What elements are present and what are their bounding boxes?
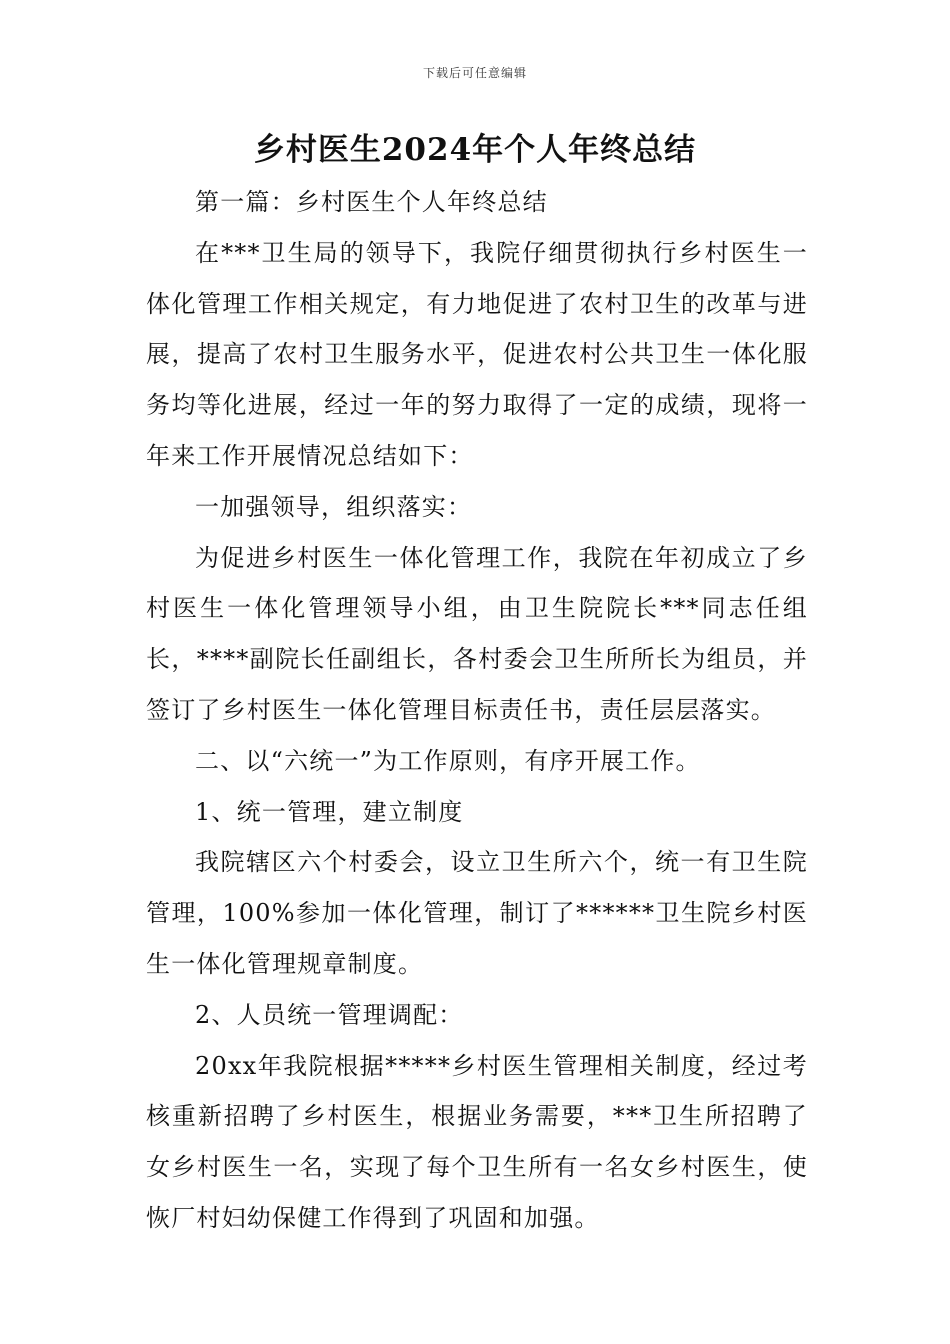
section-heading-leadership: 一加强领导，组织落实： (195, 492, 473, 521)
paragraph-intro: 在***卫生局的领导下，我院仔细贯彻执行乡村医生一体化管理工作相关规定，有力地促进了农村卫生的改革与进展，提高了农村卫生服务水平，促进农村公共卫生一体化服务均等化进展，经过一年的努力取得了一定的成绩，现将一年来工作开展情况总结如下： (146, 238, 808, 470)
subheading-staff-allocation: 2、人员统一管理调配： (195, 1000, 464, 1029)
header-note: 下载后可任意编辑 (422, 66, 527, 80)
subheading-unified-management: 1、统一管理，建立制度 (195, 797, 464, 826)
section-heading-first-article: 第一篇：乡村医生个人年终总结 (195, 188, 548, 216)
section-heading-six-unified: 二、以“六统一”为工作原则，有序开展工作。 (195, 746, 701, 775)
paragraph-unified-management: 我院辖区六个村委会，设立卫生所六个，统一有卫生院管理，100%参加一体化管理，制订了******卫生院乡村医生一体化管理规章制度。 (146, 848, 808, 978)
document-body (146, 177, 808, 1244)
paragraph-leadership: 为促进乡村医生一体化管理工作，我院在年初成立了乡村医生一体化管理领导小组，由卫生院院长***同志任组长，****副院长任副组长，各村委会卫生所所长为组员，并签订了乡村医生一体化管理目标责任书，责任层层落实。 (146, 543, 808, 724)
paragraph-staff-allocation: 20xx年我院根据*****乡村医生管理相关制度，经过考核重新招聘了乡村医生，根据业务需要，***卫生所招聘了女乡村医生一名，实现了每个卫生所有一名女乡村医生，使恢厂村妇幼保健工作得到了巩固和加强。 (146, 1051, 808, 1232)
document-title: 乡村医生2024年个人年终总结 (253, 132, 697, 168)
